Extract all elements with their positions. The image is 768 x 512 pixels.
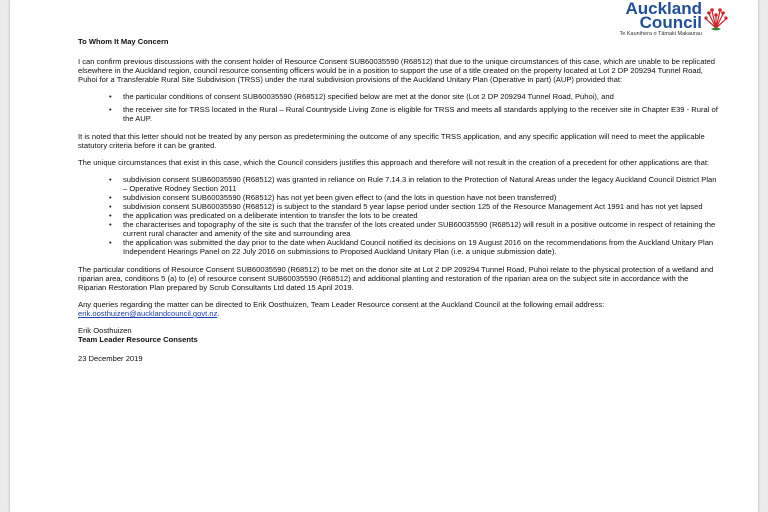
signer-title: Team Leader Resource Consents [78,335,198,344]
list-item: • the characterises and topography of the site is such that the transfer of the lots created under SUB60035590 (R68512) will result in a positive outcome in respect of retaining the current rural character and amenity of the site and surrounding area [109,220,716,238]
letter-page [10,0,758,512]
list-item: • the application was predicated on a deliberate intention to transfer the lots to be created [109,211,418,220]
bullet-icon: • [109,175,112,184]
conditions-list [78,92,718,123]
bullet-icon: • [109,238,112,247]
list-item: • subdivision consent SUB60035590 (R68512) is subject to the standard 5 year lapse period under section 125 of the Resource Management Act 1991 and has not yet lapsed [109,202,703,211]
logo-wordmark: Auckland Council [625,0,702,32]
email-link[interactable]: erik.oosthuizen@aucklandcouncil.govt.nz [78,309,218,318]
circumstances-list [78,175,718,256]
intro-paragraph: I can confirm previous discussions with the consent holder of Resource Consent SUB60035590 (R68512) that due to the unique circumstances of this case, which are unable to be replicated elsewhere in the Auckland region, council resource consenting officers would be in a position to support the use of a title created on the property located at Lot 2 DP 209294 Tunnel Road, Puhoi for a Transferable Rural Site Subdivision (TRSS) under the rural subdivision provisions of the Auckland Unitary Plan (Operative in part) (AUP) provided that: [78,57,715,84]
bullet-icon: • [109,105,112,114]
signer-name: Erik Oosthuizen [78,326,132,335]
donor-site-paragraph: The particular conditions of Resource Consent SUB60035590 (R68512) to be met on the donor site at Lot 2 DP 209294 Tunnel Road, Puhoi relate to the physical protection of a wetland and riparian area, conditions 5 (a) to (e) of resource consent SUB60035590 (R68512) and additional planting and restoration of the riparian area on the subject site in accordance with the Riparian Restoration Plan prepared by Scrub Consultants Ltd dated 15 April 2019. [78,265,714,292]
bullet-icon: • [109,211,112,220]
list-item: • the application was submitted the day prior to the date when Auckland Council notified its decisions on 19 August 2016 on the recommendations from the Auckland Unitary Plan Independent Hearings Panel on 22 July 2016 on submissions to Proposed Auckland Unitary Plan (i.e. a unique submission date). [109,238,714,256]
list-item: • subdivision consent SUB60035590 (R68512) was granted in reliance on Rule 7.14.3 in relation to the Protection of Natural Areas under the legacy Auckland Council District Plan – Operative Rodney Section 2011 [109,175,717,193]
queries-paragraph: Any queries regarding the matter can be directed to Erik Oosthuizen, Team Leader Resource consent at the Auckland Council at the following email address: erik.oosthuizen@aucklandcouncil.govt.nz. [78,300,605,318]
pohutukawa-flower-icon [704,2,728,32]
disclaimer-paragraph: It is noted that this letter should not be treated by any person as predetermining the outcome of any specific TRSS application, and any specific application will need to meet the applicable statutory criteria before it can be granted. [78,132,705,150]
letter-date: 23 December 2019 [78,354,143,363]
bullet-icon: • [109,92,112,101]
bullet-icon: • [109,220,112,229]
logo-tagline: Te Kaunihera o Tāmaki Makaurau [619,31,702,37]
salutation: To Whom It May Concern [78,37,169,46]
auckland-council-logo [528,2,728,38]
list-item: • the particular conditions of consent SUB60035590 (R68512) specified below are met at the donor site (Lot 2 DP 209294 Tunnel Road, Puhoi), and [109,92,614,101]
circumstances-intro: The unique circumstances that exist in this case, which the Council considers justifies this approach and therefore will not result in the creation of a precedent for other applications are that: [78,158,710,167]
list-item: • subdivision consent SUB60035590 (R68512) has not yet been given effect to (and the lots in question have not been transferred) [109,193,557,202]
bullet-icon: • [109,193,112,202]
list-item: • the receiver site for TRSS located in the Rural – Rural Countryside Living Zone is eligible for TRSS and meets all standards applying to the receiver site in Chapter E39 - Rural of the AUP. [109,105,718,123]
letter-body [78,37,718,363]
bullet-icon: • [109,202,112,211]
queries-text: Any queries regarding the matter can be directed to Erik Oosthuizen, Team Leader Resource consent at the Auckland Council at the following email address: [78,300,605,309]
